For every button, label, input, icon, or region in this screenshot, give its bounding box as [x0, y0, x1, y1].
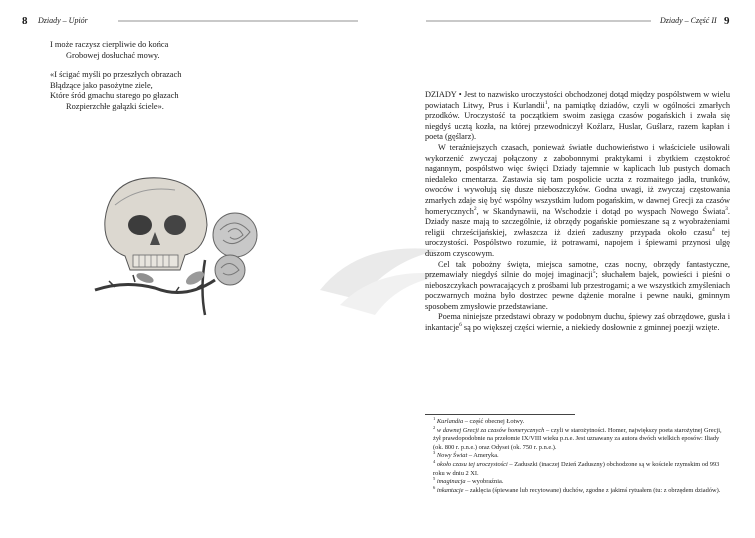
verse-line: Grobowej dosłuchać mowy.: [66, 50, 160, 60]
footnote: $^5$ imaginacja – wyobraźnia.: [433, 476, 504, 486]
verse-line: Błądzące jako pasożytne ziele,: [50, 80, 153, 90]
footnote: $^4$ około czasu tej uroczystości – Zaduszki (inaczej Dzień Zaduszny) obchodzone są w kościele rzymskim od 993 roku w dniu 2 XI.: [433, 458, 720, 477]
page-number-right: 9: [724, 15, 730, 27]
verse-stanza-1: [50, 40, 168, 61]
verse-stanza-2: [50, 70, 181, 113]
skull-rose-illustration: [85, 160, 285, 320]
main-text: [425, 90, 730, 334]
footnote: $^1$ Kurlandia – część obecnej Łotwy.: [433, 415, 525, 425]
header-rule-left: [118, 20, 358, 22]
verse-line: Które śród gmachu starego po głazach: [50, 91, 179, 101]
footnotes: [425, 415, 730, 495]
footnote-rule: [425, 414, 575, 415]
header-rule-right: [426, 20, 651, 22]
verse-line: I może raczysz cierpliwie do końca: [50, 40, 169, 49]
running-title-right: Dziady – Część II: [660, 16, 717, 25]
footnote: $^2$ w dawnej Grecji za czasów homerycznych – czyli w starożytności. Homer, największy poeta starożytnej Grecji, żył prawdopodobnie na przełomie IX/VIII wieku p.n.e. Jest uznawany za autora dwóch wielkich eposów: Iliady (ok. 800 r. p.n.e.) oraz Odysei (ok. 750 r. p.n.e.).: [433, 424, 722, 451]
paragraph: W teraźniejszych czasach, ponieważ światłe duchowieństwo i właściciele usiłowali wykorzenić zwyczaj połączony z zabobonnymi praktykami i zbytkiem częstokroć nagannym, pospólstwo więc święci Dziady tajemnie w kaplicach lub pustych domach niedaleko cmentarza. Zastawia się tam pospolicie uczta z rozmaitego jadła, trunków, owoców i wywołują się dusze nieboszczyków. Godna uwagi, iż zwyczaj częstowania zmarłych zdaje się być wspólny wszystkim ludom pogańskim, w dawnej Grecji za czasów homerycznych$^2$, w Skandynawii, na Wschodzie i dotąd po wyspach Nowego Świata$^3$. Dziady nasze mają to szczególnie, iż obrzędy pogańskie pomieszane są z wyobrażeniami religii chrześcijańskiej, zwłaszcza iż dzień zaduszny przypada około czasu$^4$ tej uroczystości. Pospólstwo rozumie, iż potrawami, napojem i śpiewami przynosi ulgę duszom czyscowym.: [425, 142, 731, 258]
verse-line: «I ścigać myśli po przeszłych obrazach: [50, 70, 182, 79]
footnote: $^3$ Nowy Świat – Ameryka.: [433, 450, 499, 460]
paragraph: Cel tak pobożny święta, miejsca samotne, czas nocny, obrzędy fantastyczne, przemawiały niegdyś silnie do mojej imaginacji$^5$; słuchałem bajek, powieści i pieśni o nieboszczykach powracających z prośbami lub przestrogami; a we wszystkich zmyśleniach poczwarnych można było dostrzec pewne dążenie moralne i pewne nauki, gminnym sposobem zmysłowie przedstawiane.: [425, 259, 730, 311]
paragraph: Poema niniejsze przedstawi obrazy w podobnym duchu, śpiewy zaś obrzędowe, gusła i inkantacje$^6$ są po większej części wiernie, a niekiedy dosłownie z gminnej poezji wzięte.: [425, 312, 730, 333]
footnote: $^6$ inkantacje – zaklęcia (śpiewane lub recytowane) duchów, zgodne z jakimś rytuałem (tu: z obrzędem dziadów).: [433, 484, 721, 494]
page-number-left: 8: [22, 15, 28, 27]
running-title-left: Dziady – Upiór: [38, 16, 88, 25]
verse-line: Rozpierzchłe gałązki ściele».: [66, 102, 164, 112]
paragraph: DZIADY • Jest to nazwisko uroczystości obchodzonej dotąd między pospólstwem w wielu powiatach Litwy, Prus i Kurlandii$^1$, na pamiątkę dziadów, czyli w ogólności zmarłych przodków. Uroczystość ta początkiem swoim zasięga czasów pogańskich i zwała się niegdyś ucztą kozła, na której przewodniczył Koźlarz, Huslar, Guślarz, razem kapłan i poeta (gęślarz).: [425, 90, 730, 142]
